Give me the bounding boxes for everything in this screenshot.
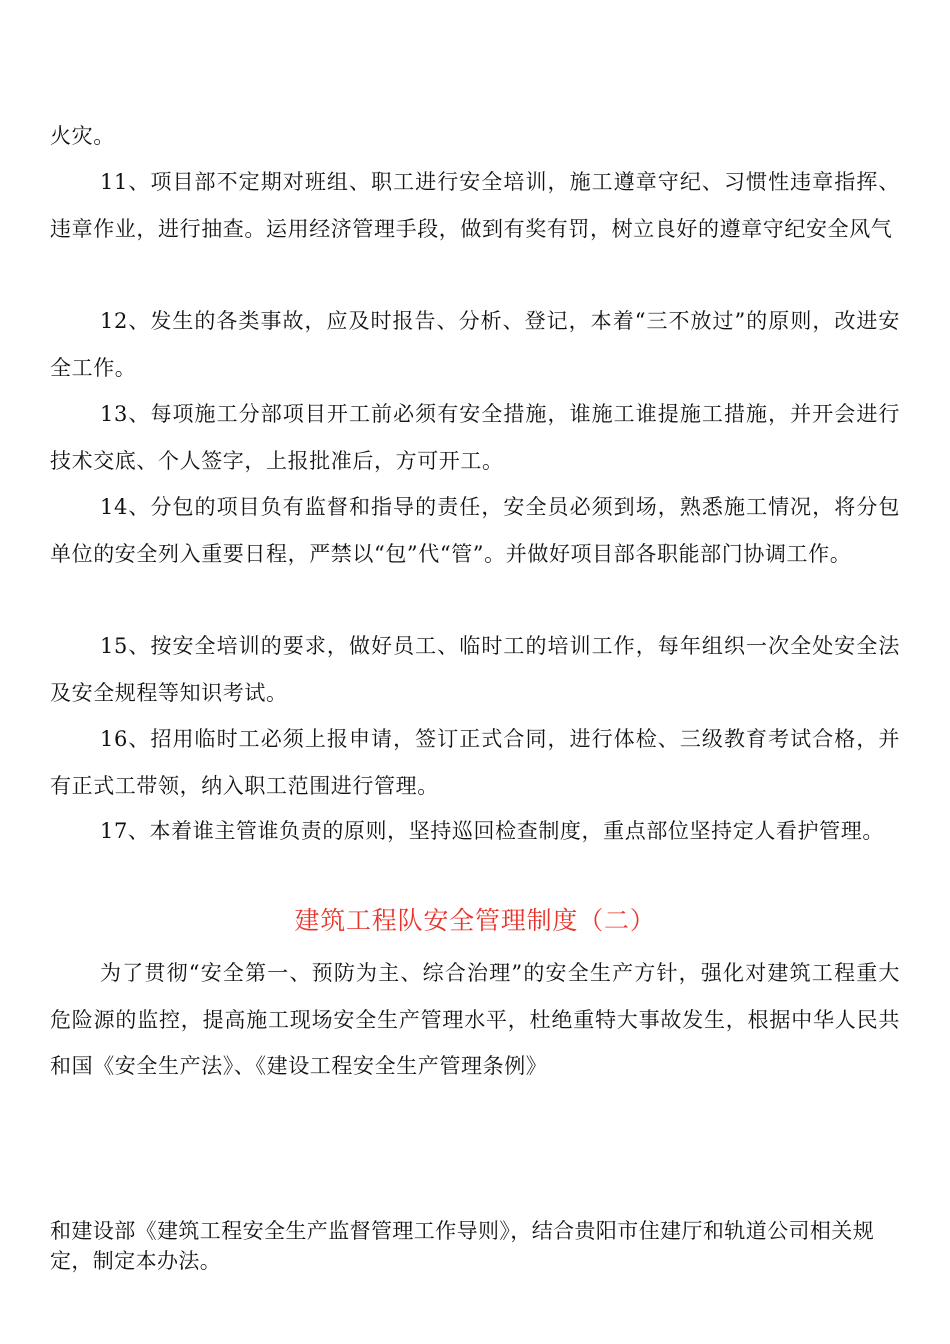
clause-11: 11、项目部不定期对班组、职工进行安全培训，施工遵章守纪、习惯性违章指挥、违章作业，进行抽查。运用经济管理手段，做到有奖有罚，树立良好的遵章守纪安全风气 <box>50 170 900 241</box>
continuation-paragraph: 和建设部《建筑工程安全生产监督管理工作导则》，结合贵阳市住建厅和轨道公司相关规定，制定本办法。 <box>50 1219 875 1273</box>
top-fragment: 火灾。 <box>50 124 115 148</box>
clause-15: 15、按安全培训的要求，做好员工、临时工的培训工作，每年组织一次全处安全法及安全规程等知识考试。 <box>50 634 900 705</box>
intro-paragraph: 为了贯彻“安全第一、预防为主、综合治理”的安全生产方针，强化对建筑工程重大危险源的监控，提高施工现场安全生产管理水平，杜绝重特大事故发生，根据中华人民共和国《安全生产法》、《建设工程安全生产管理条例》 <box>50 961 900 1078</box>
clause-12: 12、发生的各类事故，应及时报告、分析、登记，本着“三不放过”的原则，改进安全工作。 <box>50 309 900 380</box>
clause-16: 16、招用临时工必须上报申请，签订正式合同，进行体检、三级教育考试合格，并有正式工带领，纳入职工范围进行管理。 <box>50 727 900 798</box>
section-title: 建筑工程队安全管理制度（二） <box>294 906 656 935</box>
clause-14: 14、分包的项目负有监督和指导的责任，安全员必须到场，熟悉施工情况，将分包单位的安全列入重要日程，严禁以“包”代“管”。并做好项目部各职能部门协调工作。 <box>50 495 900 566</box>
clause-13: 13、每项施工分部项目开工前必须有安全措施，谁施工谁提施工措施，并开会进行技术交底、个人签字，上报批准后，方可开工。 <box>50 402 900 473</box>
clause-17: 17、本着谁主管谁负责的原则，坚持巡回检查制度，重点部位坚持定人看护管理。 <box>100 819 884 843</box>
